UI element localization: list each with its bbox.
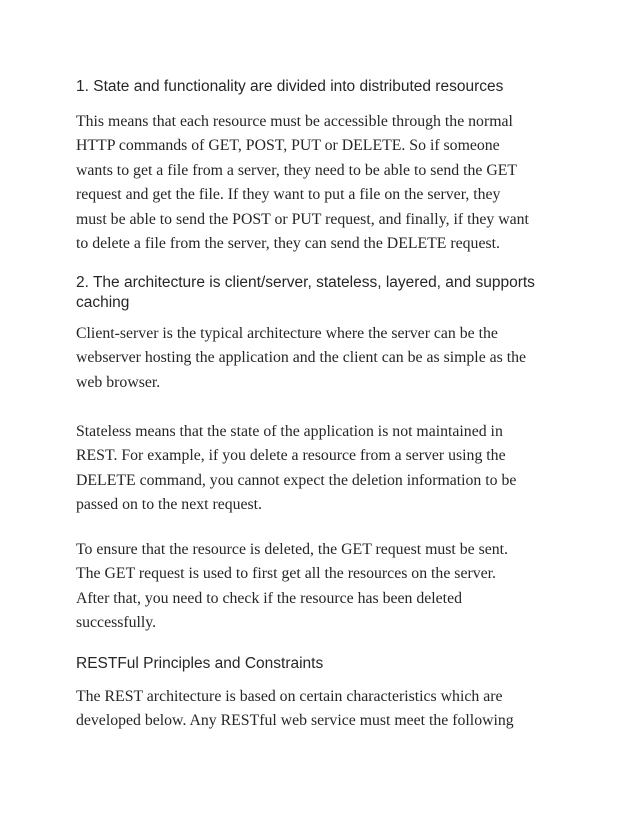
paragraph-line: After that, you need to check if the resource has been deleted bbox=[76, 589, 462, 607]
section-2-heading bbox=[76, 273, 576, 313]
paragraph-line: REST. For example, if you delete a resource from a server using the bbox=[76, 447, 506, 465]
heading-line: RESTFul Principles and Constraints bbox=[76, 655, 324, 672]
section-3-paragraph-1 bbox=[76, 685, 576, 734]
paragraph-line: The GET request is used to first get all the resources on the server. bbox=[76, 565, 496, 583]
paragraph-line: This means that each resource must be accessible through the normal bbox=[76, 113, 513, 130]
paragraph-line: to delete a file from the server, they can send the DELETE request. bbox=[76, 235, 500, 253]
paragraph-line: The REST architecture is based on certain characteristics which are bbox=[76, 688, 503, 705]
paragraph-line: passed on to the next request. bbox=[76, 496, 263, 514]
paragraph-line: must be able to send the POST or PUT request, and finally, if they want bbox=[76, 210, 529, 228]
paragraph-line: successfully. bbox=[76, 614, 157, 632]
section-1-paragraph-1 bbox=[76, 110, 576, 256]
section-2-paragraph-2 bbox=[76, 420, 576, 518]
paragraph-line: Client-server is the typical architecture where the server can be the bbox=[76, 325, 498, 342]
section-2-paragraph-1 bbox=[76, 322, 576, 395]
paragraph-line: Stateless means that the state of the application is not maintained in bbox=[76, 423, 503, 440]
heading-line: 1. State and functionality are divided into distributed resources bbox=[76, 78, 504, 95]
paragraph-line: web browser. bbox=[76, 373, 161, 391]
section-2-paragraph-3 bbox=[76, 538, 576, 636]
heading-line: 2. The architecture is client/server, stateless, layered, and supports bbox=[76, 274, 535, 291]
section-1-heading bbox=[76, 77, 576, 97]
heading-line: caching bbox=[76, 294, 130, 311]
paragraph-line: webserver hosting the application and the client can be as simple as the bbox=[76, 349, 527, 367]
paragraph-line: request and get the file. If they want to put a file on the server, they bbox=[76, 186, 501, 204]
paragraph-line: wants to get a file from a server, they need to be able to send the GET bbox=[76, 161, 518, 179]
section-3-heading bbox=[76, 654, 576, 674]
paragraph-line: To ensure that the resource is deleted, the GET request must be sent. bbox=[76, 541, 509, 558]
paragraph-line: developed below. Any RESTful web service must meet the following bbox=[76, 712, 514, 730]
paragraph-line: HTTP commands of GET, POST, PUT or DELETE. So if someone bbox=[76, 137, 500, 155]
paragraph-line: DELETE command, you cannot expect the deletion information to be bbox=[76, 471, 517, 489]
